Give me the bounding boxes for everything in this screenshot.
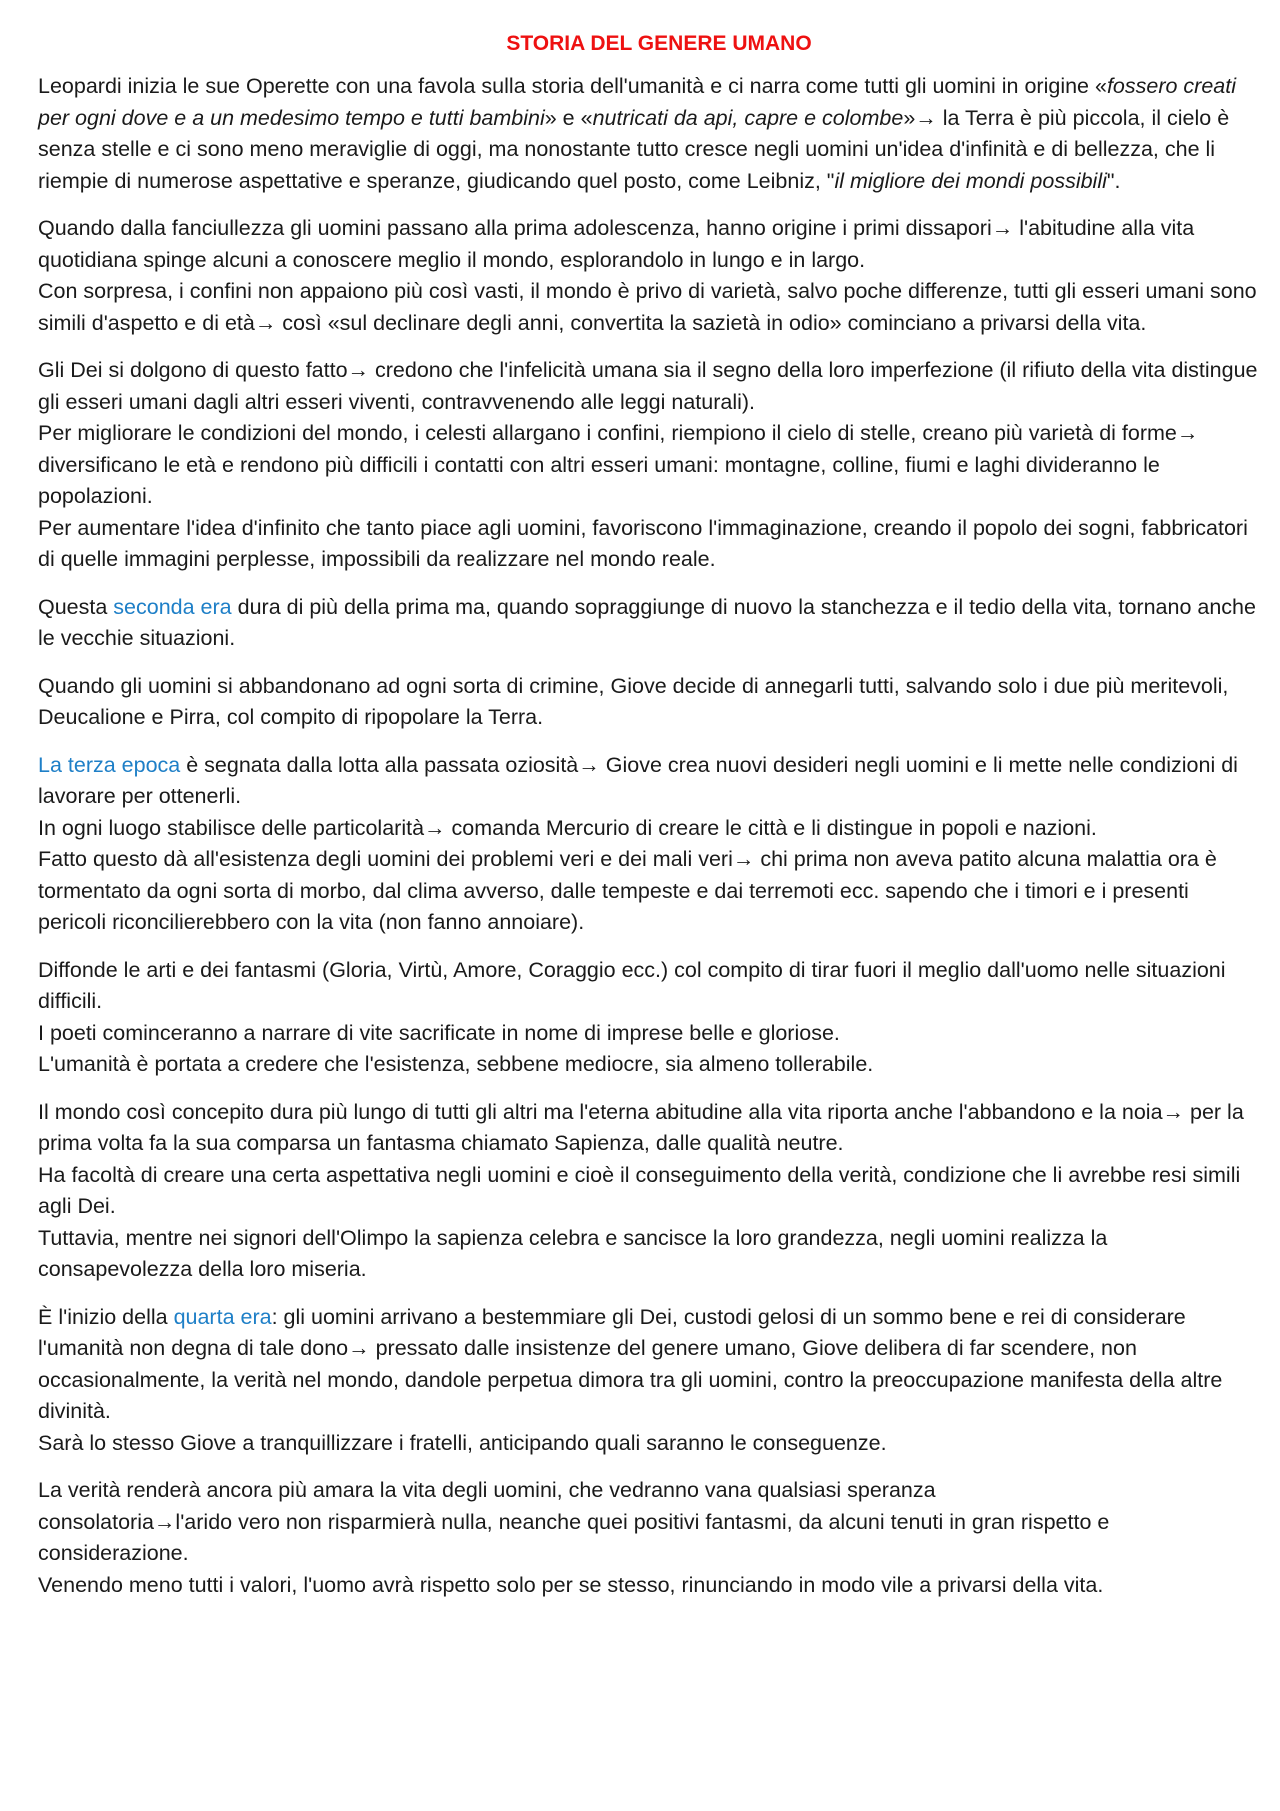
highlight-quarta-era: quarta era — [173, 1304, 272, 1329]
p7-line-1: Diffonde le arti e dei fantasmi (Gloria, Virtù, Amore, Coraggio ecc.) col compito di tirar fuori il meglio dall'uomo nelle situazioni difficili. — [38, 957, 1226, 1013]
paragraph-5 — [38, 671, 1260, 734]
document-page — [38, 0, 1260, 1601]
p7-line-2: I poeti cominceranno a narrare di vite sacrificate in nome di imprese belle e gloriose. — [38, 1020, 840, 1045]
p10-line-2: consolatoria→l'arido vero non risparmierà nulla, neanche quei positivi fantasmi, da alcuni tenuti in gran rispetto e considerazione. — [38, 1509, 1110, 1565]
p10-line-1: La verità renderà ancora più amara la vita degli uomini, che vedranno vana qualsiasi speranza — [38, 1478, 936, 1502]
p1-quote-3: il migliore dei mondi possibili — [834, 168, 1107, 193]
paragraph-7 — [38, 955, 1260, 1081]
p1-text-e: »→ la Terra è più piccola, il cielo è senza stelle e ci sono meno meraviglie di oggi, ma nonostante tutto cresce negli uomini un'idea d'infinità e di bellezza, che li riempie di numerose aspettative e speranze, giudicando quel posto, come Leibniz, " — [38, 105, 1230, 193]
paragraph-4 — [38, 592, 1260, 655]
p1-quote-1: fossero creati per ogni dove e a un medesimo tempo e tutti bambini — [38, 74, 1237, 130]
p6-line-2: In ogni luogo stabilisce delle particolarità→ comanda Mercurio di creare le città e li distingue in popoli e nazioni. — [38, 815, 1097, 840]
page-title: STORIA DEL GENERE UMANO — [506, 32, 812, 55]
p3-line-2: Per migliorare le condizioni del mondo, i celesti allargano i confini, riempiono il cielo di stelle, creano più varietà di forme→ diversificano le età e rendono più difficili i contatti con altri esseri umani: montagne, colline, fiumi e laghi divideranno le popolazioni. — [38, 421, 1199, 508]
paragraph-2 — [38, 213, 1260, 339]
p1-text-c: » e « — [544, 105, 593, 130]
paragraph-8 — [38, 1097, 1260, 1286]
p8-line-1: Il mondo così concepito dura più lungo di tutti gli altri ma l'eterna abitudine alla vita riporta anche l'abbandono e la noia→ per la prima volta fa la sua comparsa un fantasma chiamato Sapienza, dalle qualità neutre. — [38, 1099, 1244, 1155]
p1-quote-2: nutricati da api, capre e colombe — [592, 105, 904, 130]
p2-line-2: Con sorpresa, i confini non appaiono più così vasti, il mondo è privo di varietà, salvo poche differenze, tutti gli esseri umani sono simili d'aspetto e di età→ così «sul declinare degli anni, convertita la sazietà in odio» cominciano a privarsi della vita. — [38, 279, 1257, 335]
highlight-terza-epoca: La terza epoca — [38, 752, 181, 777]
p7-line-3: L'umanità è portata a credere che l'esistenza, sebbene mediocre, sia almeno tollerabile. — [38, 1052, 874, 1076]
p6-line-3: Fatto questo dà all'esistenza degli uomini dei problemi veri e dei mali veri→ chi prima non aveva patito alcuna malattia ora è tormentato da ogni sorta di morbo, dal clima avverso, dalle tempeste e dai terremoti ecc. sapendo che i timori e i presenti pericoli riconcilierebbero con la vita (non fanno annoiare). — [38, 847, 1217, 934]
p3-line-1: Gli Dei si dolgono di questo fatto→ credono che l'infelicità umana sia il segno della loro imperfezione (il rifiuto della vita distingue gli esseri umani dagli altri esseri viventi, contravvenendo alle leggi naturali). — [38, 358, 1258, 414]
p1-text-a: Leopardi inizia le sue Operette con una favola sulla storia dell'umanità e ci narra come tutti gli uomini in origine « — [38, 74, 1107, 98]
p10-line-3: Venendo meno tutti i valori, l'uomo avrà rispetto solo per se stesso, rinunciando in modo vile a privarsi della vita. — [38, 1572, 1104, 1597]
p5-text: Quando gli uomini si abbandonano ad ogni sorta di crimine, Giove decide di annegarli tutti, salvando solo i due più meritevoli, Deucalione e Pirra, col compito di ripopolare la Terra. — [38, 673, 1229, 729]
highlight-seconda-era: seconda era — [113, 594, 232, 619]
p3-line-3: Per aumentare l'idea d'infinito che tanto piace agli uomini, favoriscono l'immaginazione, creando il popolo dei sogni, fabbricatori di quelle immagini perplesse, impossibili da realizzare nel mondo reale. — [38, 515, 1248, 571]
p4-text-b: dura di più della prima ma, quando sopraggiunge di nuovo la stanchezza e il tedio della vita, tornano anche le vecchie situazioni. — [38, 594, 1256, 650]
paragraph-1 — [38, 71, 1260, 197]
p9-line-2: Sarà lo stesso Giove a tranquillizzare i fratelli, anticipando quali saranno le conseguenze. — [38, 1430, 887, 1455]
p9-text-b: : gli uomini arrivano a bestemmiare gli Dei, custodi gelosi di un sommo bene e rei di considerare l'umanità non degna di tale dono→ pressato dalle insistenze del genere umano, Giove delibera di far scendere, non occasionalmente, la verità nel mondo, dandole perpetua dimora tra gli uomini, contro la preoccupazione manifesta della altre divinità. — [38, 1304, 1223, 1423]
p2-line-1: Quando dalla fanciullezza gli uomini passano alla prima adolescenza, hanno origine i primi dissapori→ l'abitudine alla vita quotidiana spinge alcuni a conoscere meglio il mondo, esplorandolo in lungo e in largo. — [38, 216, 1195, 272]
paragraph-9 — [38, 1302, 1260, 1460]
paragraph-3 — [38, 355, 1260, 576]
paragraph-6 — [38, 750, 1260, 939]
p6-text-a: è segnata dalla lotta alla passata oziosità→ Giove crea nuovi desideri negli uomini e li mette nelle condizioni di lavorare per ottenerli. — [38, 752, 1238, 808]
p4-text-a: Questa — [38, 594, 114, 619]
p9-text-a: È l'inizio della — [38, 1304, 174, 1329]
p8-line-2: Ha facoltà di creare una certa aspettativa negli uomini e cioè il conseguimento della verità, condizione che li avrebbe resi simili agli Dei. — [38, 1162, 1241, 1218]
p8-line-3: Tuttavia, mentre nei signori dell'Olimpo la sapienza celebra e sancisce la loro grandezza, negli uomini realizza la consapevolezza della loro miseria. — [38, 1225, 1108, 1281]
p1-text-g: ". — [1106, 168, 1121, 193]
paragraph-10 — [38, 1475, 1260, 1601]
